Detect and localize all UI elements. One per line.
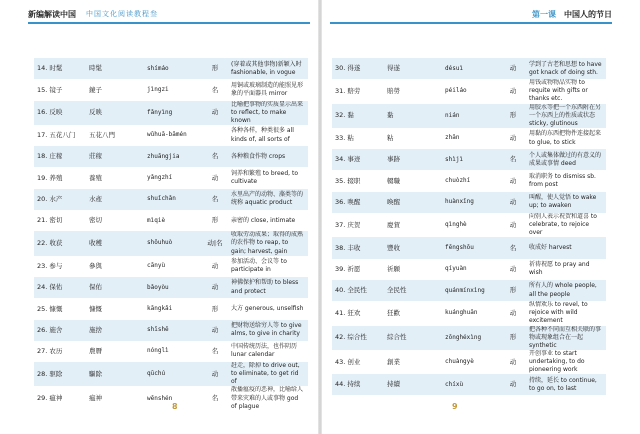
vocab-pinyin: wēnshén bbox=[147, 394, 173, 402]
vocab-pinyin: qíyuàn bbox=[445, 265, 467, 273]
vocab-traditional: 五花八門 bbox=[89, 131, 115, 140]
vocab-pinyin: nónglì bbox=[147, 347, 169, 355]
vocab-part-of-speech: 形 bbox=[211, 304, 219, 313]
vocab-row bbox=[332, 301, 606, 325]
vocab-part-of-speech: 动 bbox=[509, 264, 517, 273]
vocab-pinyin: zōnghéxìng bbox=[445, 333, 482, 341]
vocab-traditional: 保佑 bbox=[89, 283, 102, 292]
vocab-row bbox=[332, 192, 606, 213]
vocab-word: 41. 狂欢 bbox=[335, 308, 361, 317]
vocab-part-of-speech: 名 bbox=[211, 152, 219, 161]
vocab-row bbox=[34, 256, 308, 277]
vocab-pinyin: nián bbox=[445, 111, 460, 119]
vocab-definition: 把各种不同而互相关联的事物或现象组合在一起 synthetic bbox=[529, 325, 602, 349]
vocab-row bbox=[332, 128, 606, 149]
vocab-row bbox=[34, 146, 308, 167]
vocab-part-of-speech: 动|名 bbox=[207, 239, 223, 248]
vocab-word: 36. 唤醒 bbox=[335, 198, 361, 207]
vocab-part-of-speech: 动 bbox=[509, 220, 517, 229]
vocab-definition: 持续，延长 to continue, to go on, to last bbox=[529, 376, 597, 392]
vocab-part-of-speech bbox=[202, 125, 228, 146]
vocab-word: 33. 粘 bbox=[335, 134, 354, 143]
vocab-row bbox=[34, 167, 308, 188]
vocab-definition: 亲密的 close, intimate bbox=[231, 216, 296, 224]
vocab-row bbox=[332, 170, 606, 191]
vocab-pinyin: fēngshōu bbox=[445, 243, 474, 251]
vocab-definition: 赶走，除掉 to drive out, to eliminate, to get rid of bbox=[231, 362, 300, 386]
header-rule-left bbox=[28, 22, 310, 24]
vocab-definition: 用铜或玻璃制造的能照见形象的平面器具 mirror bbox=[231, 81, 304, 97]
vocab-part-of-speech: 动 bbox=[509, 308, 517, 317]
vocab-word: 37. 庆贺 bbox=[335, 220, 361, 229]
vocab-word: 34. 事迹 bbox=[335, 155, 361, 164]
vocab-word: 30. 得遂 bbox=[335, 64, 361, 73]
vocab-pinyin: chuòzhí bbox=[445, 177, 471, 185]
chapter-number: 第一课 bbox=[532, 10, 556, 19]
vocab-definition: 开创事业 to start undertaking, to do pioneering work bbox=[529, 349, 585, 373]
vocab-definition: 收取劳动成果；取得的成熟的农作物 to reap, to gain; harvest, gain bbox=[231, 231, 304, 255]
vocab-pinyin: shīshě bbox=[147, 326, 169, 334]
vocab-row bbox=[332, 237, 606, 258]
vocab-part-of-speech: 名 bbox=[211, 347, 219, 356]
vocab-traditional: 慷慨 bbox=[89, 304, 102, 313]
vocab-traditional: 豐收 bbox=[387, 243, 400, 252]
vocab-word: 31. 赔劳 bbox=[335, 87, 361, 96]
vocab-definition: 取消职务 to dismiss sb. from post bbox=[529, 173, 596, 189]
header-rule-right bbox=[330, 22, 612, 24]
vocab-word: 44. 持续 bbox=[335, 380, 361, 389]
vocab-word: 14. 时髦 bbox=[37, 64, 63, 73]
vocab-definition: (穿着或其他事物)新颖入时 fashionable, in vogue bbox=[231, 60, 302, 76]
vocab-traditional: 瘟神 bbox=[89, 394, 102, 403]
vocab-word: 18. 庄稼 bbox=[37, 152, 63, 161]
page-number-right: 9 bbox=[452, 402, 458, 411]
vocab-pinyin: cānyù bbox=[147, 262, 166, 270]
vocab-definition: 用黏的东西把物件连接起来 to glue, to stick bbox=[529, 130, 602, 146]
vocab-definition: 各种粮食作物 crops bbox=[231, 152, 286, 160]
vocab-table-left bbox=[34, 58, 308, 411]
vocab-pinyin: bǎoyòu bbox=[147, 283, 169, 291]
vocab-row bbox=[34, 189, 308, 210]
vocab-part-of-speech: 名 bbox=[509, 155, 517, 164]
vocab-row bbox=[332, 350, 606, 374]
vocab-definition: 神佛保护和帮助 to bless and protect bbox=[231, 279, 299, 295]
vocab-word: 15. 镜子 bbox=[37, 85, 63, 94]
vocab-traditional: 水產 bbox=[89, 195, 102, 204]
vocab-definition: 学到了古老和思想 to have got knack of doing sth. bbox=[529, 60, 602, 76]
vocab-row bbox=[332, 259, 606, 280]
vocab-traditional: 黏 bbox=[387, 111, 394, 120]
vocab-part-of-speech: 名 bbox=[211, 85, 219, 94]
vocab-definition: 用胶水等把一个东西附在另一个东西上的性质或状态 sticky, glutinous bbox=[529, 103, 602, 127]
vocab-pinyin: huànxǐng bbox=[445, 198, 474, 206]
vocab-definition: 个人或集体做过的有意义的成果或事情 deed bbox=[529, 151, 602, 167]
vocab-word: 25. 慷慨 bbox=[37, 304, 63, 313]
vocab-row bbox=[332, 149, 606, 170]
book-title: 新编解读中国 bbox=[28, 10, 76, 19]
vocab-traditional: 反映 bbox=[89, 108, 102, 117]
vocab-part-of-speech: 形 bbox=[211, 216, 219, 225]
vocab-pinyin: qìnghè bbox=[445, 221, 467, 229]
vocab-traditional: 創業 bbox=[387, 357, 400, 366]
vocab-traditional: 得遂 bbox=[387, 64, 400, 73]
vocab-definition: 向别人表示祝贺和道喜 to celebrate, to rejoice over bbox=[529, 213, 597, 237]
vocab-row bbox=[34, 320, 308, 341]
vocab-traditional: 喚醒 bbox=[387, 198, 400, 207]
vocab-definition: 水里出产的动物、藻类等的统称 aquatic product bbox=[231, 191, 304, 207]
vocab-pinyin: chuàngyè bbox=[445, 357, 474, 365]
vocab-definition: 散播瘟疫的恶神，比喻给人带来灾难的人或事物 god of plague bbox=[231, 386, 304, 410]
vocab-part-of-speech: 动 bbox=[509, 380, 517, 389]
vocab-part-of-speech: 动 bbox=[211, 173, 219, 182]
vocab-definition: 用钱或物物品实物 to requite with gifts or thanks etc. bbox=[529, 79, 588, 103]
vocab-row bbox=[332, 104, 606, 128]
vocab-definition: 所有人的 whole people, all the people bbox=[529, 282, 597, 298]
vocab-pinyin: quánmínxìng bbox=[445, 286, 485, 294]
vocab-traditional: 收穫 bbox=[89, 239, 102, 248]
vocab-word: 35. 辍职 bbox=[335, 176, 361, 185]
vocab-traditional: 祈願 bbox=[387, 264, 400, 273]
vocab-part-of-speech: 动 bbox=[509, 176, 517, 185]
vocab-row bbox=[34, 386, 308, 410]
vocab-part-of-speech: 动 bbox=[211, 369, 219, 378]
vocab-traditional: 狂歡 bbox=[387, 308, 400, 317]
vocab-part-of-speech: 动 bbox=[211, 261, 219, 270]
vocab-pinyin: mìqiè bbox=[147, 216, 166, 224]
vocab-definition: 比喻把事物的实质显示出来 to reflect, to make known bbox=[231, 100, 304, 124]
vocab-part-of-speech: 动 bbox=[509, 357, 517, 366]
vocab-definition: 各种各样，种类很多 all kinds of, all sorts of bbox=[231, 127, 294, 143]
vocab-definition: 把财物送给穷人等 to give alms, to give in charity bbox=[231, 322, 302, 338]
vocab-word: 26. 施舍 bbox=[37, 325, 63, 334]
vocab-pinyin: chíxù bbox=[445, 380, 464, 388]
vocab-definition: 叫醒，使人觉悟 to wake up; to awaken bbox=[529, 194, 597, 210]
vocab-word: 32. 黏 bbox=[335, 111, 354, 120]
vocab-traditional: 驅除 bbox=[89, 369, 102, 378]
chapter-heading bbox=[532, 9, 612, 20]
vocab-part-of-speech: 形 bbox=[211, 64, 219, 73]
vocab-traditional: 輟職 bbox=[387, 176, 400, 185]
vocab-traditional: 農曆 bbox=[89, 347, 102, 356]
book-subtitle: 中国文化阅读教程叁 bbox=[86, 10, 158, 18]
vocab-word: 16. 反映 bbox=[37, 108, 63, 117]
vocab-traditional: 密切 bbox=[89, 216, 102, 225]
vocab-definition: 参加活动、会议等 to participate in bbox=[231, 258, 287, 274]
book-spine bbox=[318, 0, 322, 434]
vocab-traditional: 事跡 bbox=[387, 155, 400, 164]
vocab-row bbox=[34, 79, 308, 100]
vocab-definition: 中国传统历法，也作阴历 lunar calendar bbox=[231, 343, 298, 359]
vocab-pinyin: zhān bbox=[445, 134, 460, 142]
vocab-word: 21. 密切 bbox=[37, 216, 63, 225]
vocab-part-of-speech: 名 bbox=[211, 195, 219, 204]
vocab-row bbox=[34, 58, 308, 79]
vocab-traditional: 慶賀 bbox=[387, 220, 400, 229]
vocab-definition: 收成好 harvest bbox=[529, 243, 572, 251]
vocab-pinyin: shímáo bbox=[147, 64, 169, 72]
vocab-row bbox=[332, 374, 606, 395]
vocab-traditional: 全民性 bbox=[387, 286, 407, 295]
vocab-row bbox=[332, 58, 606, 79]
vocab-pinyin: qūchú bbox=[147, 370, 166, 378]
vocab-word: 28. 驱除 bbox=[37, 369, 63, 378]
vocab-traditional: 持續 bbox=[387, 380, 400, 389]
vocab-pinyin: péiláo bbox=[445, 87, 467, 95]
vocab-word: 20. 水产 bbox=[37, 195, 63, 204]
vocab-table-right bbox=[332, 58, 606, 395]
vocab-pinyin: kuánghuān bbox=[445, 309, 478, 317]
vocab-pinyin: fǎnyìng bbox=[147, 108, 173, 116]
vocab-part-of-speech: 动 bbox=[211, 283, 219, 292]
vocab-traditional: 養殖 bbox=[89, 173, 102, 182]
vocab-pinyin: shōuhuò bbox=[147, 239, 173, 247]
vocab-definition: 祈祷祝愿 to pray and wish bbox=[529, 261, 590, 277]
vocab-row bbox=[34, 277, 308, 298]
vocab-word: 19. 养殖 bbox=[37, 173, 63, 182]
vocab-part-of-speech: 名 bbox=[211, 394, 219, 403]
vocab-word: 24. 保佑 bbox=[37, 283, 63, 292]
chapter-title: 中国人的节日 bbox=[564, 10, 612, 19]
vocab-row bbox=[332, 79, 606, 103]
vocab-part-of-speech: 形 bbox=[509, 111, 517, 120]
vocab-part-of-speech: 动 bbox=[509, 64, 517, 73]
vocab-word: 38. 丰收 bbox=[335, 243, 361, 252]
vocab-pinyin: wǔhuā-bāmén bbox=[147, 131, 187, 139]
vocab-word: 39. 祈愿 bbox=[335, 264, 361, 273]
vocab-pinyin: shìjì bbox=[445, 155, 464, 163]
vocab-pinyin: désuì bbox=[445, 64, 464, 72]
vocab-traditional: 綜合性 bbox=[387, 333, 407, 342]
vocab-row bbox=[34, 298, 308, 319]
vocab-traditional: 時髦 bbox=[89, 64, 102, 73]
vocab-definition: 纵情欢乐 to revel, to rejoice with wild excitement bbox=[529, 301, 588, 325]
vocab-word: 43. 创业 bbox=[335, 357, 361, 366]
vocab-pinyin: yǎngzhí bbox=[147, 174, 173, 182]
vocab-pinyin: shuǐchǎn bbox=[147, 195, 176, 203]
vocab-word: 40. 全民性 bbox=[335, 286, 367, 295]
vocab-part-of-speech: 动 bbox=[211, 108, 219, 117]
vocab-part-of-speech: 动 bbox=[509, 87, 517, 96]
vocab-traditional: 參與 bbox=[89, 261, 102, 270]
vocab-row bbox=[34, 341, 308, 362]
vocab-part-of-speech: 动 bbox=[211, 325, 219, 334]
vocab-row bbox=[332, 213, 606, 237]
vocab-traditional: 施捨 bbox=[89, 325, 102, 334]
vocab-pinyin: zhuāngjia bbox=[147, 152, 180, 160]
vocab-word: 22. 收获 bbox=[37, 239, 63, 248]
vocab-word: 27. 农历 bbox=[37, 347, 63, 356]
vocab-row bbox=[34, 125, 308, 146]
vocab-word: 42. 综合性 bbox=[335, 333, 367, 342]
vocab-word: 29. 瘟神 bbox=[37, 394, 63, 403]
vocab-part-of-speech: 形 bbox=[509, 286, 517, 295]
vocab-row bbox=[34, 231, 308, 255]
vocab-row bbox=[34, 210, 308, 231]
vocab-definition: 大方 generous, unselfish bbox=[231, 304, 304, 312]
vocab-word: 17. 五花八门 bbox=[37, 131, 76, 140]
vocab-traditional: 粘 bbox=[387, 134, 394, 143]
vocab-part-of-speech: 动 bbox=[509, 134, 517, 143]
vocab-traditional: 莊稼 bbox=[89, 152, 102, 161]
vocab-part-of-speech: 形 bbox=[509, 333, 517, 342]
page-number-left: 8 bbox=[172, 402, 178, 411]
vocab-pinyin: jìngzi bbox=[147, 85, 169, 93]
vocab-part-of-speech: 名 bbox=[509, 243, 517, 252]
vocab-word: 23. 参与 bbox=[37, 261, 63, 270]
vocab-traditional: 鏡子 bbox=[89, 85, 102, 94]
vocab-row bbox=[332, 280, 606, 301]
vocab-traditional: 賠勞 bbox=[387, 87, 400, 96]
vocab-row bbox=[332, 326, 606, 350]
vocab-part-of-speech: 动 bbox=[509, 198, 517, 207]
vocab-row bbox=[34, 362, 308, 386]
vocab-definition: 饲养和繁殖 to breed, to cultivate bbox=[231, 170, 299, 186]
vocab-row bbox=[34, 101, 308, 125]
vocab-pinyin: kāngkǎi bbox=[147, 304, 173, 312]
